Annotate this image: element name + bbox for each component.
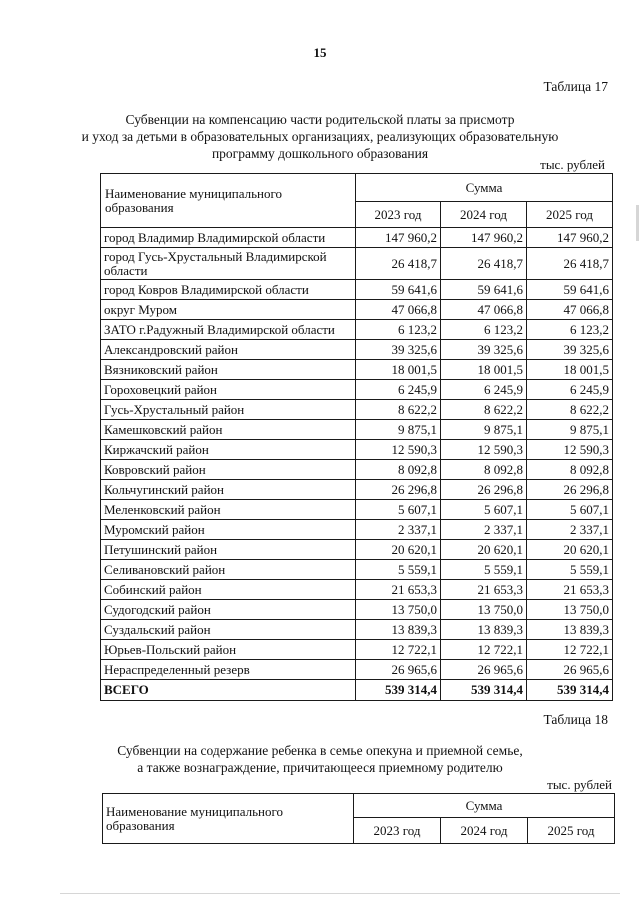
- municipality-name-cell: Камешковский район: [101, 420, 356, 440]
- municipality-name-cell: ВСЕГО: [101, 680, 356, 701]
- municipality-name-cell: Нераспределенный резерв: [101, 660, 356, 680]
- amount-cell-2025: 21 653,3: [527, 580, 613, 600]
- table-row: [101, 500, 613, 520]
- title-line: и уход за детьми в образовательных организациях, реализующих образовательную: [81, 129, 559, 144]
- amount-cell-2023: 539 314,4: [356, 680, 441, 701]
- amount-cell-2023: 20 620,1: [356, 540, 441, 560]
- amount-cell-2023: 21 653,3: [356, 580, 441, 600]
- amount-cell-2024: 21 653,3: [441, 580, 527, 600]
- table-row: [101, 620, 613, 640]
- table-row: [101, 420, 613, 440]
- amount-cell-2024: 12 590,3: [441, 440, 527, 460]
- municipality-name-cell: Судогодский район: [101, 600, 356, 620]
- amount-cell-2025: 12 722,1: [527, 640, 613, 660]
- amount-cell-2025: 8 622,2: [527, 400, 613, 420]
- table-row: [101, 380, 613, 400]
- amount-cell-2024: 147 960,2: [441, 228, 527, 248]
- table-row: [101, 560, 613, 580]
- amount-cell-2025: 2 337,1: [527, 520, 613, 540]
- amount-cell-2023: 12 590,3: [356, 440, 441, 460]
- amount-cell-2025: 26 296,8: [527, 480, 613, 500]
- amount-cell-2024: 59 641,6: [441, 280, 527, 300]
- title-line: а также вознаграждение, причитающееся приемному родителю: [137, 760, 503, 775]
- table-18: [102, 793, 615, 844]
- amount-cell-2023: 6 123,2: [356, 320, 441, 340]
- amount-cell-2025: 5 607,1: [527, 500, 613, 520]
- table-row: [101, 520, 613, 540]
- municipality-name-cell: Гусь-Хрустальный район: [101, 400, 356, 420]
- municipality-name-cell: Юрьев-Польский район: [101, 640, 356, 660]
- municipality-name-cell: город Ковров Владимирской области: [101, 280, 356, 300]
- amount-cell-2024: 2 337,1: [441, 520, 527, 540]
- amount-cell-2024: 20 620,1: [441, 540, 527, 560]
- column-header-2023: 2023 год: [356, 202, 441, 228]
- amount-cell-2023: 8 622,2: [356, 400, 441, 420]
- amount-cell-2023: 12 722,1: [356, 640, 441, 660]
- amount-cell-2025: 59 641,6: [527, 280, 613, 300]
- amount-cell-2023: 39 325,6: [356, 340, 441, 360]
- table-row: [101, 248, 613, 280]
- table-row: [101, 340, 613, 360]
- amount-cell-2024: 9 875,1: [441, 420, 527, 440]
- scan-bottom-edge: [60, 893, 620, 894]
- page-number: 15: [313, 45, 327, 60]
- amount-cell-2025: 39 325,6: [527, 340, 613, 360]
- municipality-name-cell: Муромский район: [101, 520, 356, 540]
- amount-cell-2025: 18 001,5: [527, 360, 613, 380]
- amount-cell-2025: 26 965,6: [527, 660, 613, 680]
- table-row: [101, 460, 613, 480]
- table-row: [101, 540, 613, 560]
- municipality-name-cell: Суздальский район: [101, 620, 356, 640]
- total-row: [101, 680, 613, 701]
- title-line: программу дошкольного образования: [211, 146, 429, 161]
- table-row: [101, 300, 613, 320]
- amount-cell-2023: 5 607,1: [356, 500, 441, 520]
- amount-cell-2023: 59 641,6: [356, 280, 441, 300]
- amount-cell-2024: 39 325,6: [441, 340, 527, 360]
- amount-cell-2023: 47 066,8: [356, 300, 441, 320]
- amount-cell-2024: 26 965,6: [441, 660, 527, 680]
- amount-cell-2024: 5 607,1: [441, 500, 527, 520]
- municipality-name-cell: Гороховецкий район: [101, 380, 356, 400]
- table-17-units: тыс. рублей: [540, 157, 605, 172]
- column-header-2024: 2024 год: [441, 818, 528, 844]
- amount-cell-2024: 47 066,8: [441, 300, 527, 320]
- column-header-2024: 2024 год: [441, 202, 527, 228]
- column-header-sum: Сумма: [356, 174, 613, 202]
- column-header-name: Наименование муниципального образования: [101, 174, 356, 228]
- municipality-name-cell: округ Муром: [101, 300, 356, 320]
- amount-cell-2024: 13 750,0: [441, 600, 527, 620]
- municipality-name-cell: город Владимир Владимирской области: [101, 228, 356, 248]
- municipality-name-cell: город Гусь-Хрустальный Владимирской области: [101, 248, 356, 280]
- table-18-label: Таблица 18: [543, 712, 608, 727]
- table-row: [101, 360, 613, 380]
- municipality-name-cell: Собинский район: [101, 580, 356, 600]
- municipality-name-cell: Петушинский район: [101, 540, 356, 560]
- column-header-2023: 2023 год: [354, 818, 441, 844]
- amount-cell-2025: 539 314,4: [527, 680, 613, 701]
- municipality-name-cell: Ковровский район: [101, 460, 356, 480]
- amount-cell-2025: 13 750,0: [527, 600, 613, 620]
- amount-cell-2023: 26 296,8: [356, 480, 441, 500]
- amount-cell-2025: 9 875,1: [527, 420, 613, 440]
- amount-cell-2023: 26 418,7: [356, 248, 441, 280]
- amount-cell-2025: 8 092,8: [527, 460, 613, 480]
- amount-cell-2025: 5 559,1: [527, 560, 613, 580]
- municipality-name-cell: ЗАТО г.Радужный Владимирской области: [101, 320, 356, 340]
- municipality-name-cell: Кольчугинский район: [101, 480, 356, 500]
- amount-cell-2023: 13 750,0: [356, 600, 441, 620]
- amount-cell-2023: 6 245,9: [356, 380, 441, 400]
- municipality-name-cell: Селивановский район: [101, 560, 356, 580]
- municipality-name-cell: Александровский район: [101, 340, 356, 360]
- amount-cell-2025: 12 590,3: [527, 440, 613, 460]
- amount-cell-2025: 6 123,2: [527, 320, 613, 340]
- amount-cell-2023: 147 960,2: [356, 228, 441, 248]
- amount-cell-2023: 9 875,1: [356, 420, 441, 440]
- column-header-2025: 2025 год: [527, 202, 613, 228]
- table-row: [101, 600, 613, 620]
- title-line: Субвенции на компенсацию части родительской платы за присмотр: [125, 112, 515, 127]
- table-17-label: Таблица 17: [543, 79, 608, 94]
- column-header-2025: 2025 год: [528, 818, 615, 844]
- scan-edge-mark: [636, 205, 639, 241]
- column-header-name: Наименование муниципального образования: [103, 794, 354, 844]
- municipality-name-cell: Вязниковский район: [101, 360, 356, 380]
- table-row: [101, 640, 613, 660]
- table-row: [101, 660, 613, 680]
- amount-cell-2023: 26 965,6: [356, 660, 441, 680]
- table-row: [101, 228, 613, 248]
- table-row: [101, 580, 613, 600]
- amount-cell-2024: 6 245,9: [441, 380, 527, 400]
- amount-cell-2024: 18 001,5: [441, 360, 527, 380]
- amount-cell-2024: 5 559,1: [441, 560, 527, 580]
- amount-cell-2024: 8 622,2: [441, 400, 527, 420]
- amount-cell-2024: 26 418,7: [441, 248, 527, 280]
- amount-cell-2025: 13 839,3: [527, 620, 613, 640]
- amount-cell-2023: 8 092,8: [356, 460, 441, 480]
- table-row: [101, 400, 613, 420]
- amount-cell-2023: 5 559,1: [356, 560, 441, 580]
- amount-cell-2025: 47 066,8: [527, 300, 613, 320]
- amount-cell-2023: 2 337,1: [356, 520, 441, 540]
- column-header-sum: Сумма: [354, 794, 615, 818]
- amount-cell-2025: 6 245,9: [527, 380, 613, 400]
- amount-cell-2024: 13 839,3: [441, 620, 527, 640]
- amount-cell-2023: 13 839,3: [356, 620, 441, 640]
- amount-cell-2024: 539 314,4: [441, 680, 527, 701]
- amount-cell-2024: 12 722,1: [441, 640, 527, 660]
- table-row: [101, 440, 613, 460]
- table-17: [100, 173, 613, 701]
- amount-cell-2025: 147 960,2: [527, 228, 613, 248]
- table-row: [101, 320, 613, 340]
- amount-cell-2024: 6 123,2: [441, 320, 527, 340]
- amount-cell-2025: 26 418,7: [527, 248, 613, 280]
- title-line: Субвенции на содержание ребенка в семье опекуна и приемной семье,: [117, 743, 523, 758]
- amount-cell-2023: 18 001,5: [356, 360, 441, 380]
- amount-cell-2024: 8 092,8: [441, 460, 527, 480]
- table-18-title: [0, 742, 640, 776]
- table-row: [101, 280, 613, 300]
- table-18-units: тыс. рублей: [547, 777, 612, 792]
- municipality-name-cell: Киржачский район: [101, 440, 356, 460]
- amount-cell-2024: 26 296,8: [441, 480, 527, 500]
- amount-cell-2025: 20 620,1: [527, 540, 613, 560]
- municipality-name-cell: Меленковский район: [101, 500, 356, 520]
- table-row: [101, 480, 613, 500]
- table-17-title: [0, 111, 640, 162]
